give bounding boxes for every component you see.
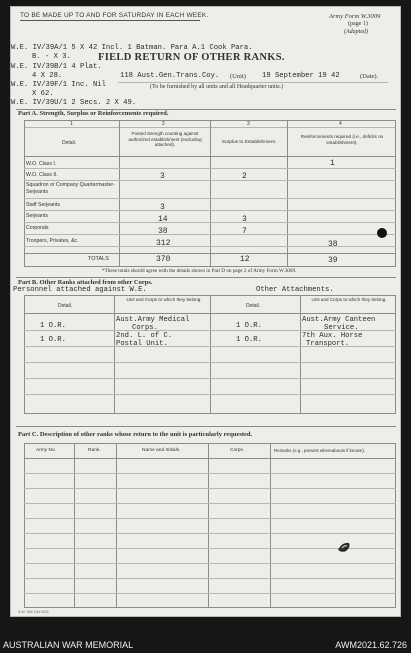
part-c-col-corps: Corps. [230, 448, 245, 453]
part-b-row-rule [24, 413, 396, 414]
ink-stain-mark [336, 540, 352, 554]
part-a-col-divider [210, 120, 211, 266]
part-a-row-rule [24, 253, 396, 254]
part-b-detail-b: 1 O.R. [236, 322, 262, 330]
total-reinf: 39 [328, 256, 338, 265]
col-header-surplus: Surplus to Establishment. [221, 140, 277, 145]
row-detail: Troopers, Privates, &c. [26, 238, 79, 244]
part-b-col-divider [210, 295, 211, 413]
part-c-col-remarks: Remarks (e.g., present whereabouts if known). [274, 448, 366, 453]
part-b-row-rule [24, 362, 396, 363]
row-detail: W.O. Class II. [26, 172, 58, 178]
part-a-row-rule [24, 210, 396, 211]
col-number-2: 2 [162, 121, 165, 127]
col-number-1: 1 [70, 121, 73, 127]
fill-note: (To be furnished by all units and all Headquarter units.) [150, 84, 284, 90]
form-title: FIELD RETURN OF OTHER RANKS. [98, 52, 285, 63]
archive-footer [0, 617, 411, 653]
part-c-title: Part C. Description of other ranks whose return to the unit is particularly requested. [18, 431, 253, 438]
part-b-col-unit-b: Unit and Corps to which they belong. [311, 297, 387, 302]
unit-date-rule [118, 82, 388, 83]
col-number-4: 4 [339, 121, 342, 127]
part-a-col-divider [119, 120, 120, 266]
part-c-row-rule [24, 488, 396, 489]
part-b-col-divider [114, 295, 115, 413]
part-b-col-detail-b: Detail. [246, 303, 261, 309]
archive-accession-number: AWM2021.62.726 [335, 640, 407, 650]
row-surplus: 2 [242, 172, 247, 181]
row-detail: Squadron or Company Quartermaster-Serjeants [26, 182, 115, 195]
part-b-detail-b: 1 O.R. [236, 336, 262, 344]
unit-label: (Unit) [230, 73, 246, 80]
part-a-row-rule [24, 266, 396, 267]
row-posted: 3 [160, 172, 165, 181]
row-surplus: 7 [242, 227, 247, 236]
part-b-row-rule [24, 378, 396, 379]
part-b-detail-a: 1 O.R. [40, 336, 66, 344]
part-b-col-detail-a: Detail. [58, 303, 73, 309]
part-a-title: Part A. Strength, Surplus or Reinforcements required. [18, 110, 169, 117]
part-a-row-rule [24, 198, 396, 199]
part-b-unit-a: Aust.Army Medical [116, 316, 190, 324]
print-code: A.W. 384 10/4 8/32 [18, 610, 49, 614]
we-line-2: B. - X 3. [32, 53, 71, 61]
part-b-unit-a: Postal Unit. [116, 340, 168, 348]
row-detail: Staff Serjeants [26, 202, 60, 208]
part-b-border [395, 295, 396, 413]
row-posted: 3 [160, 203, 165, 212]
part-c-row-rule [24, 503, 396, 504]
row-posted: 14 [158, 215, 168, 224]
part-c-row-rule [24, 473, 396, 474]
part-b-row-rule [24, 394, 396, 395]
date-label: (Date). [360, 73, 379, 80]
part-b-detail-a: 1 O.R. [40, 322, 66, 330]
unit-name: 118 Aust.Gen.Trans.Coy. [120, 72, 220, 80]
row-detail: Corporals [26, 225, 49, 231]
part-c-row-rule [24, 563, 396, 564]
part-a-row-rule [24, 234, 396, 235]
part-a-row-rule [24, 222, 396, 223]
part-b-unit-a: Corps. [132, 324, 158, 332]
part-c-rule [24, 443, 396, 444]
row-surplus: 3 [242, 215, 247, 224]
row-reinf: 1 [330, 159, 335, 168]
part-c-top-rule [16, 426, 396, 427]
part-b-unit-a: 2nd. L. of C. [116, 332, 173, 340]
form-ref: Army Form W.3009 [329, 13, 381, 20]
archive-name: AUSTRALIAN WAR MEMORIAL [3, 640, 134, 650]
form-adapted: (Adapted) [344, 29, 368, 35]
part-b-col-divider [300, 295, 301, 413]
part-c-row-rule [24, 593, 396, 594]
part-c-col-divider [270, 443, 271, 607]
part-b-other-heading: Other Attachments. [256, 286, 334, 294]
row-detail: W.O. Class I. [26, 161, 57, 167]
part-a-row-rule [24, 246, 396, 247]
col-header-posted: Posted strength counting against authorized establishment (excluding attached). [128, 131, 202, 147]
we-line-4: 4 X 28. [32, 72, 63, 80]
part-a-note: *These totals should agree with the details shown in Part D on page 2 of Army Form W.3009. [102, 268, 297, 274]
part-c-col-divider [116, 443, 117, 607]
part-c-col-army-no: Army No. [36, 448, 56, 453]
row-reinf: 38 [328, 240, 338, 249]
part-b-unit-b: Transport. [306, 340, 350, 348]
part-c-rule [24, 458, 396, 459]
part-b-top-rule [16, 277, 396, 278]
row-detail: Serjeants [26, 213, 48, 219]
we-line-5: W.E. IV/39F/1 Inc. Nil [11, 81, 106, 89]
part-c-col-divider [74, 443, 75, 607]
row-posted: 312 [156, 239, 171, 248]
punch-hole [377, 228, 387, 238]
part-b-col-unit-a: Unit and Corps to which they belong. [126, 297, 202, 302]
header-notice-underline [20, 20, 200, 21]
part-c-col-name: Name and Initials. [142, 448, 181, 453]
part-c-col-divider [208, 443, 209, 607]
part-b-unit-b: Service. [324, 324, 359, 332]
part-c-row-rule [24, 533, 396, 534]
part-c-col-rank: Rank. [88, 448, 101, 453]
part-a-border [395, 120, 396, 266]
part-b-attached-heading: Personnel attached against W.E. [13, 286, 147, 294]
part-b-border [24, 295, 25, 413]
header-notice: TO BE MADE UP TO AND FOR SATURDAY IN EACH WEEK. [20, 12, 209, 19]
we-line-6: X 62. [32, 90, 54, 98]
col-number-3: 3 [247, 121, 250, 127]
we-line-3: W.E. IV/39B/1 4 Plat. [11, 63, 102, 71]
part-b-title: Part B. Other Ranks attached from other Corps. [18, 279, 153, 286]
we-line-7: W.E. IV/39U/1 2 Secs. 2 X 49. [11, 99, 137, 107]
part-b-unit-b: Aust.Army Canteen [302, 316, 376, 324]
part-c-row-rule [24, 518, 396, 519]
totals-label: TOTALS [88, 256, 109, 262]
col-header-reinforcements: Reinforcements required (i.e., deficits on establishment). [300, 134, 384, 145]
row-posted: 38 [158, 227, 168, 236]
total-posted: 370 [156, 255, 171, 264]
part-c-row-rule [24, 607, 396, 608]
part-c-border [24, 443, 25, 607]
part-c-border [395, 443, 396, 607]
part-a-row-rule [24, 180, 396, 181]
part-b-unit-b: 7th Aux. Horse [302, 332, 363, 340]
date-value: 19 September 19 42 [262, 72, 340, 80]
part-a-row-rule [24, 168, 396, 169]
part-a-border [24, 120, 25, 266]
part-a-col-divider [287, 120, 288, 266]
we-line-1: W.E. IV/39A/1 5 X 42 Incl. 1 Batman. Para A.1 Cook Para. [11, 44, 253, 52]
form-sheet [10, 6, 401, 617]
part-c-row-rule [24, 578, 396, 579]
col-header-detail: Detail. [62, 140, 77, 146]
form-page: (page 1) [348, 21, 368, 27]
total-surplus: 12 [240, 255, 250, 264]
